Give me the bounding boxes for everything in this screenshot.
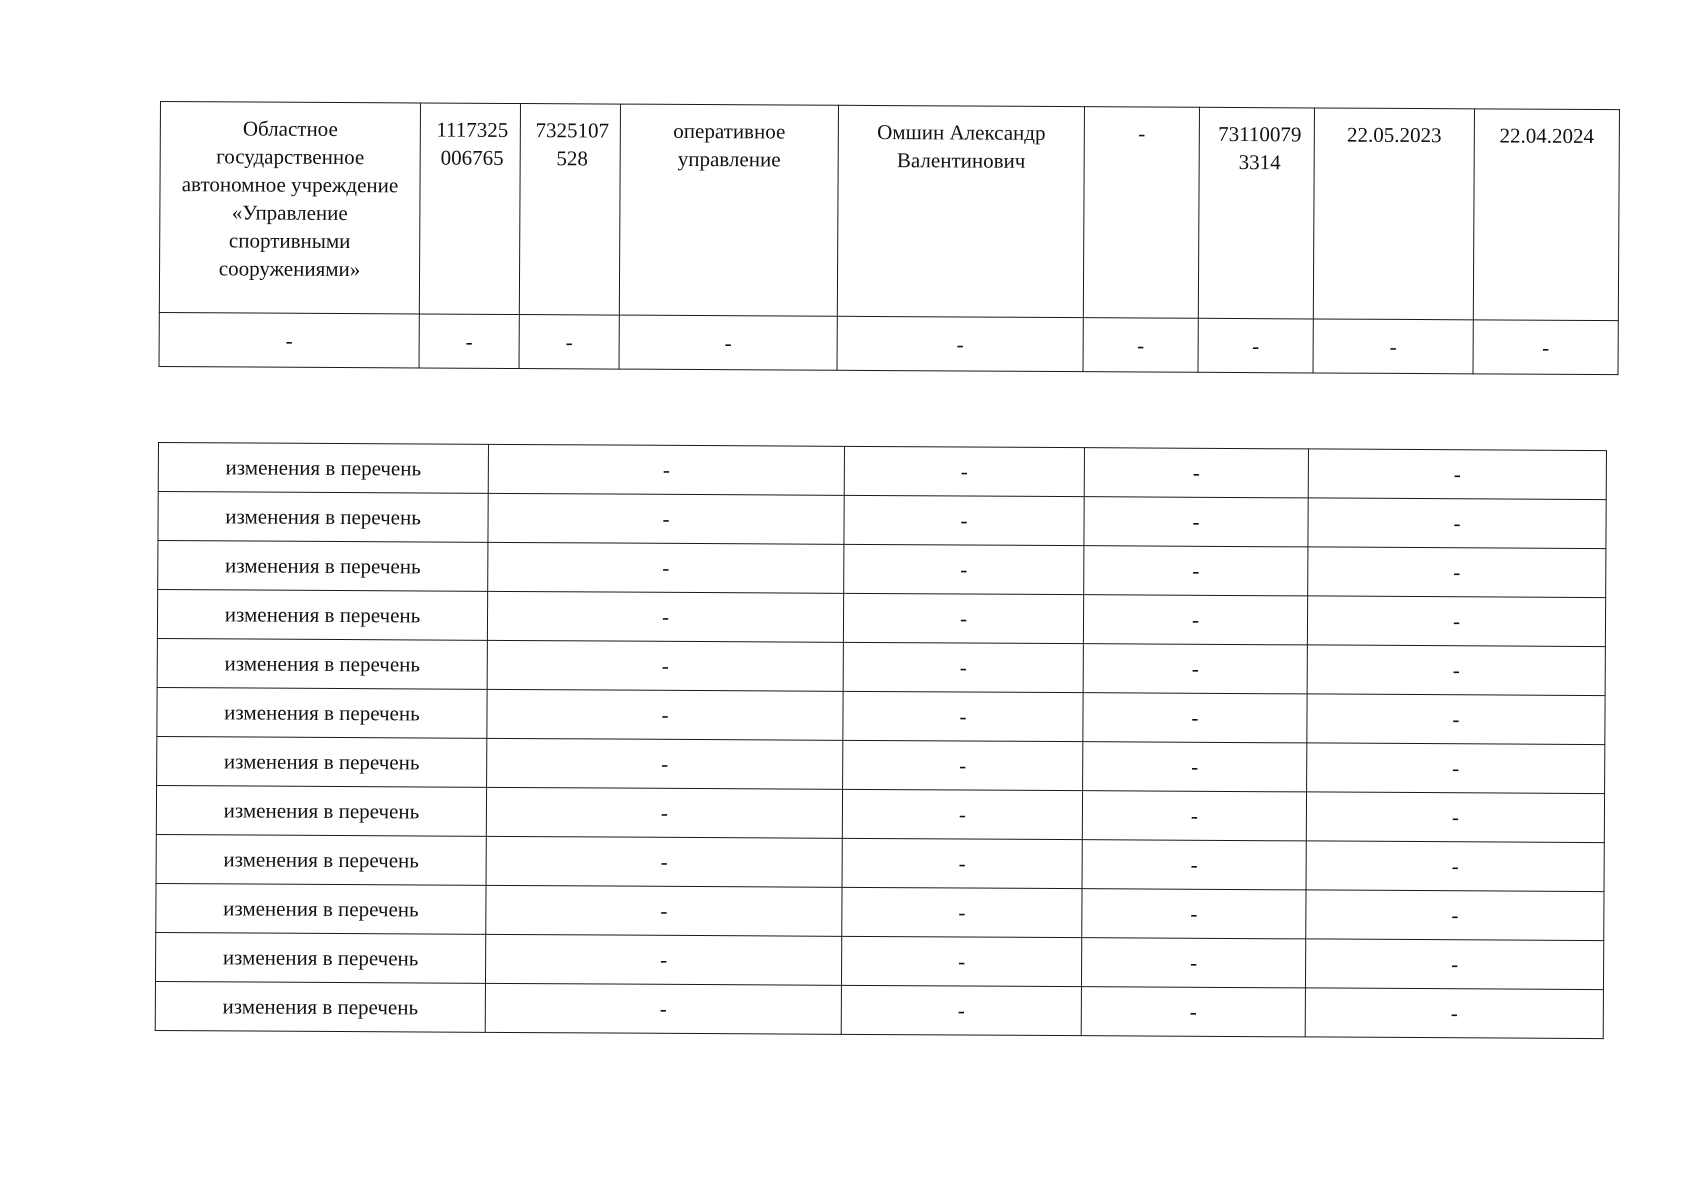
extra-cell: - xyxy=(1083,107,1199,319)
dash-cell: - xyxy=(1305,988,1603,1039)
dash-cell: - xyxy=(486,787,842,838)
dash-cell: - xyxy=(843,642,1083,692)
dash-cell: - xyxy=(841,936,1081,986)
dash-cell: - xyxy=(487,738,843,789)
head-name-cell: Омшин Александр Валентинович xyxy=(837,105,1084,317)
dash-cell: - xyxy=(1473,320,1618,375)
dash-cell: - xyxy=(486,885,842,936)
dash-cell: - xyxy=(1307,645,1605,696)
dash-cell: - xyxy=(488,493,844,544)
date-to-cell: 22.04.2024 xyxy=(1473,109,1619,321)
dash-cell: - xyxy=(486,836,842,887)
dash-cell: - xyxy=(842,887,1082,937)
inn2-cell: 73110079 3314 xyxy=(1198,107,1314,319)
dash-cell: - xyxy=(488,542,844,593)
change-label: изменения в перечень xyxy=(155,981,485,1032)
changes-row xyxy=(157,590,1605,647)
change-label: изменения в перечень xyxy=(156,785,486,836)
changes-row xyxy=(158,492,1606,549)
dash-cell: - xyxy=(1306,841,1604,892)
dash-cell: - xyxy=(1082,791,1306,841)
changes-row xyxy=(156,785,1604,842)
dash-cell: - xyxy=(1308,547,1606,598)
dash-cell: - xyxy=(1084,546,1308,596)
change-label: изменения в перечень xyxy=(157,687,487,738)
dash-cell: - xyxy=(837,316,1083,371)
changes-row xyxy=(157,638,1605,695)
ogrn-cell: 1117325 006765 xyxy=(419,103,520,315)
organization-name: Областное государственное автономное учреждение «Управление спортивными сооружениями» xyxy=(159,102,420,314)
dash-cell: - xyxy=(843,691,1083,741)
date-from-cell: 22.05.2023 xyxy=(1313,108,1474,320)
registry-table xyxy=(159,101,1620,375)
dash-cell: - xyxy=(1307,596,1605,647)
dash-cell: - xyxy=(1313,319,1473,374)
dash-cell: - xyxy=(1082,840,1306,890)
dash-cell: - xyxy=(1306,792,1604,843)
dash-cell: - xyxy=(487,591,843,642)
dash-cell: - xyxy=(485,934,841,985)
change-label: изменения в перечень xyxy=(158,541,488,592)
changes-row xyxy=(157,736,1605,793)
change-label: изменения в перечень xyxy=(156,883,486,934)
dash-cell: - xyxy=(485,983,841,1034)
dash-cell: - xyxy=(487,689,843,740)
dash-cell: - xyxy=(1308,498,1606,549)
dash-cell: - xyxy=(619,315,837,370)
changes-row xyxy=(156,834,1604,891)
change-label: изменения в перечень xyxy=(156,834,486,885)
dash-cell: - xyxy=(1198,318,1313,373)
dash-cell: - xyxy=(1307,694,1605,745)
registry-row xyxy=(159,102,1619,321)
dash-cell: - xyxy=(1083,318,1198,373)
dash-cell: - xyxy=(1083,742,1307,792)
dash-cell: - xyxy=(1081,938,1305,988)
dash-cell: - xyxy=(1084,497,1308,547)
change-label: изменения в перечень xyxy=(157,590,487,641)
dash-cell: - xyxy=(1083,595,1307,645)
dash-cell: - xyxy=(488,444,844,495)
change-label: изменения в перечень xyxy=(158,492,488,543)
change-label: изменения в перечень xyxy=(158,443,488,494)
changes-table xyxy=(155,442,1607,1039)
right-type-cell: оперативное управление xyxy=(619,104,838,316)
dash-cell: - xyxy=(841,985,1081,1035)
dash-cell: - xyxy=(1083,693,1307,743)
inn-cell: 7325107 528 xyxy=(519,104,620,316)
dash-cell: - xyxy=(843,740,1083,790)
dash-cell: - xyxy=(1307,743,1605,794)
dash-cell: - xyxy=(519,315,619,370)
change-label: изменения в перечень xyxy=(157,638,487,689)
dash-cell: - xyxy=(1084,448,1308,498)
dash-cell: - xyxy=(844,495,1084,545)
changes-row xyxy=(155,981,1603,1038)
dash-cell: - xyxy=(844,446,1084,496)
dash-cell: - xyxy=(159,312,419,367)
dash-cell: - xyxy=(419,314,519,369)
dash-cell: - xyxy=(843,593,1083,643)
dash-cell: - xyxy=(1082,889,1306,939)
changes-row xyxy=(157,687,1605,744)
dash-cell: - xyxy=(842,789,1082,839)
dash-cell: - xyxy=(1308,449,1606,500)
dash-cell: - xyxy=(1305,939,1603,990)
dash-cell: - xyxy=(1306,890,1604,941)
changes-row xyxy=(158,443,1606,500)
registry-dash-row xyxy=(159,312,1618,374)
change-label: изменения в перечень xyxy=(155,932,485,983)
dash-cell: - xyxy=(1083,644,1307,694)
changes-row xyxy=(155,932,1603,989)
dash-cell: - xyxy=(1081,987,1305,1037)
dash-cell: - xyxy=(487,640,843,691)
changes-row xyxy=(156,883,1604,940)
change-label: изменения в перечень xyxy=(157,736,487,787)
dash-cell: - xyxy=(842,838,1082,888)
changes-row xyxy=(158,541,1606,598)
dash-cell: - xyxy=(844,544,1084,594)
